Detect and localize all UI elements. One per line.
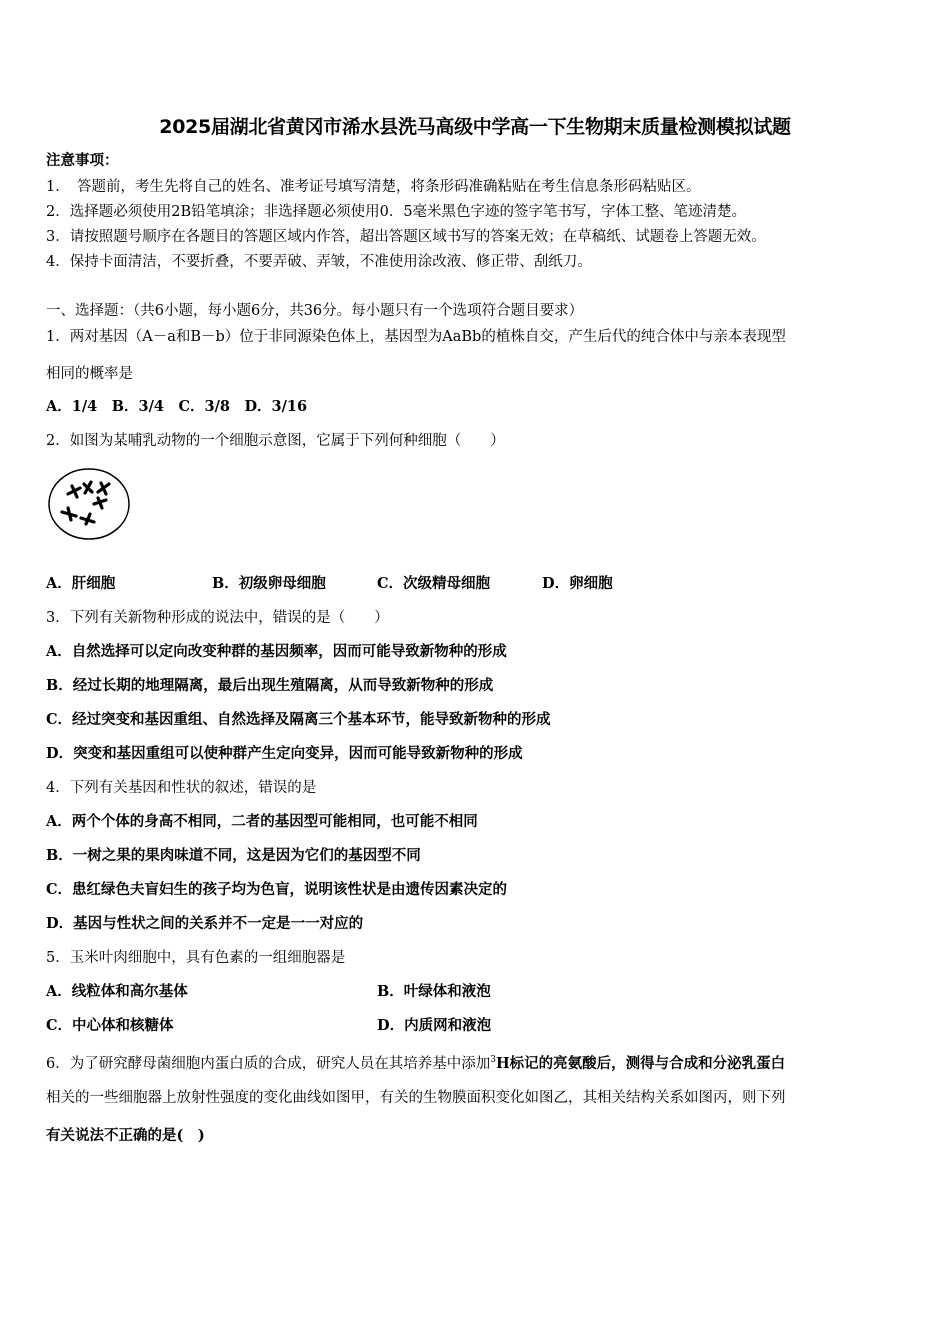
notice-heading: 注意事项： [46, 152, 119, 169]
q5-option-d: D．内质网和液泡 [377, 1017, 492, 1034]
notice-item-1: 1． 答题前，考生先将自己的姓名、准考证号填写清楚，将条形码准确粘贴在考生信息条形码粘贴区。 [46, 179, 701, 195]
notice-item-2: 2．选择题必须使用2B铅笔填涂；非选择题必须使用0．5毫米黑色字迹的签字笔书写，字体工整、笔迹清楚。 [46, 204, 747, 220]
q5-option-b: B．叶绿体和液泡 [377, 983, 491, 1000]
q3-option-d: D．突变和基因重组可以使种群产生定向变异，因而可能导致新物种的形成 [46, 745, 523, 762]
q6-superscript: 3 [490, 1055, 496, 1065]
q6-stem-line2: 相关的一些细胞器上放射性强度的变化曲线如图甲，有关的生物膜面积变化如图乙，其相关结构关系如图丙，则下列 [46, 1090, 786, 1106]
chromosome-2 [84, 482, 92, 493]
q1-stem-line1: 1．两对基因（A－a和B－b）位于非同源染色体上，基因型为AaBb的植株自交，产生后代的纯合体中与亲本表现型 [46, 329, 786, 345]
page-title: 2025届湖北省黄冈市浠水县洗马高级中学高一下生物期末质量检测模拟试题 [159, 116, 791, 138]
q2-stem: 2．如图为某哺乳动物的一个细胞示意图，它属于下列何种细胞（ ） [46, 433, 505, 449]
q4-option-b: B．一树之果的果肉味道不同，这是因为它们的基因型不同 [46, 847, 421, 864]
notice-item-3: 3．请按照题号顺序在各题目的答题区域内作答，超出答题区域书写的答案无效；在草稿纸、试题卷上答题无效。 [46, 229, 766, 245]
chromosome-5 [81, 514, 94, 524]
chromosome-3 [98, 483, 109, 494]
cell-diagram [46, 466, 132, 542]
q5-option-c: C．中心体和核糖体 [46, 1017, 174, 1034]
q2-option-b: B．初级卵母细胞 [212, 575, 326, 592]
q6-line1-part-a: 6．为了研究酵母菌细胞内蛋白质的合成，研究人员在其培养基中添加 [46, 1055, 491, 1072]
q2-option-a: A．肝细胞 [46, 575, 116, 592]
q6-stem-line1 [46, 1051, 785, 1073]
q4-stem: 4．下列有关基因和性状的叙述，错误的是 [46, 780, 317, 796]
q3-stem: 3．下列有关新物种形成的说法中，错误的是（ ） [46, 610, 389, 626]
cell-membrane [49, 469, 129, 539]
q5-stem: 5．玉米叶肉细胞中，具有色素的一组细胞器是 [46, 950, 346, 966]
q3-option-c: C．经过突变和基因重组、自然选择及隔离三个基本环节，能导致新物种的形成 [46, 711, 551, 728]
q2-option-d: D．卵细胞 [542, 575, 613, 592]
q1-options: A．1/4 B．3/4 C．3/8 D．3/16 [46, 398, 308, 415]
chromosome-4 [62, 508, 76, 520]
q6-stem-line3: 有关说法不正确的是( ) [46, 1127, 205, 1144]
q4-option-a: A．两个个体的身高不相同，二者的基因型可能相同，也可能不相同 [46, 813, 478, 830]
q1-stem-line2: 相同的概率是 [46, 366, 133, 382]
q3-option-a: A．自然选择可以定向改变种群的基因频率，因而可能导致新物种的形成 [46, 643, 507, 660]
notice-item-4: 4．保持卡面清洁，不要折叠，不要弄破、弄皱，不准使用涂改液、修正带、刮纸刀。 [46, 254, 592, 270]
q4-option-d: D．基因与性状之间的关系并不一定是一一对应的 [46, 915, 364, 932]
q6-line1-part-b: H标记的亮氨酸后，测得与合成和分泌乳蛋白 [495, 1054, 786, 1072]
q4-option-c: C．患红绿色夫盲妇生的孩子均为色盲，说明该性状是由遗传因素决定的 [46, 881, 508, 898]
chromosomes [62, 482, 109, 524]
chromosome-6 [94, 498, 106, 508]
chromosome-1 [68, 486, 80, 497]
q2-option-c: C．次级精母细胞 [377, 575, 491, 592]
section-heading: 一、选择题：（共6小题，每小题6分，共36分。每小题只有一个选项符合题目要求） [46, 303, 584, 319]
q5-option-a: A．线粒体和高尔基体 [46, 983, 188, 1000]
q3-option-b: B．经过长期的地理隔离，最后出现生殖隔离，从而导致新物种的形成 [46, 677, 494, 694]
